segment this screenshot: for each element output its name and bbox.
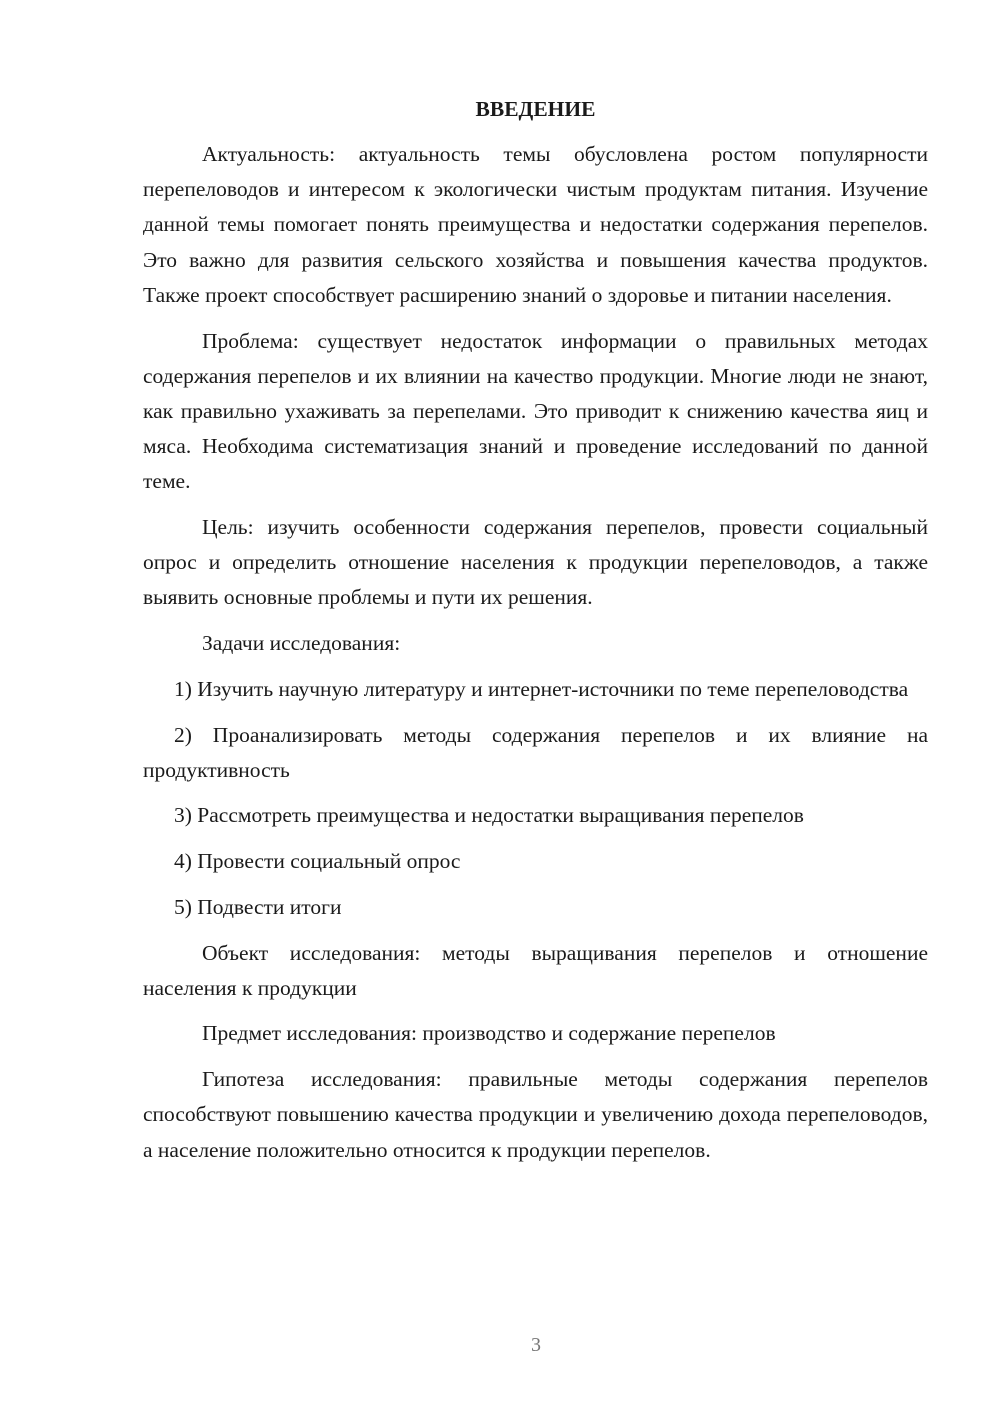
- paragraph-object: Объект исследования: методы выращивания перепелов и отношение населения к продукции: [143, 940, 928, 1000]
- task-item-5: 5) Подвести итоги: [174, 894, 342, 919]
- paragraph-subject: Предмет исследования: производство и содержание перепелов: [202, 1021, 776, 1046]
- paragraph-hypothesis: Гипотеза исследования: правильные методы содержания перепелов способствуют повышению качества продукции и увеличению дохода перепеловодов, а население положительно относится к продукции перепелов.: [143, 1067, 928, 1162]
- page-number: 3: [531, 1334, 541, 1356]
- document-page: [143, 92, 928, 1178]
- task-item-1: 1) Изучить научную литературу и интернет-источники по теме перепеловодства: [174, 676, 909, 701]
- task-item-4: 4) Провести социальный опрос: [174, 849, 461, 874]
- page-title: ВВЕДЕНИЕ: [475, 97, 596, 121]
- task-item-3: 3) Рассмотреть преимущества и недостатки выращивания перепелов: [174, 803, 804, 828]
- paragraph-problem: Проблема: существует недостаток информации о правильных методах содержания перепелов и их влиянии на качество продукции. Многие люди не знают, как правильно ухаживать за перепелами. Это приводит к снижению качества яиц и мяса. Необходима систематизация знаний и проведение исследований по данной теме.: [143, 328, 928, 494]
- paragraph-tasks-heading: Задачи исследования:: [202, 631, 401, 656]
- task-item-2: 2) Проанализировать методы содержания перепелов и их влияние на продуктивность: [143, 722, 928, 782]
- paragraph-goal: Цель: изучить особенности содержания перепелов, провести социальный опрос и определить отношение населения к продукции перепеловодов, а также выявить основные проблемы и пути их решения.: [143, 515, 928, 610]
- paragraph-relevance: Актуальность: актуальность темы обусловлена ростом популярности перепеловодов и интересом к экологически чистым продуктам питания. Изучение данной темы помогает понять преимущества и недостатки содержания перепелов. Это важно для развития сельского хозяйства и повышения качества продуктов. Также проект способствует расширению знаний о здоровье и питании населения.: [143, 142, 928, 307]
